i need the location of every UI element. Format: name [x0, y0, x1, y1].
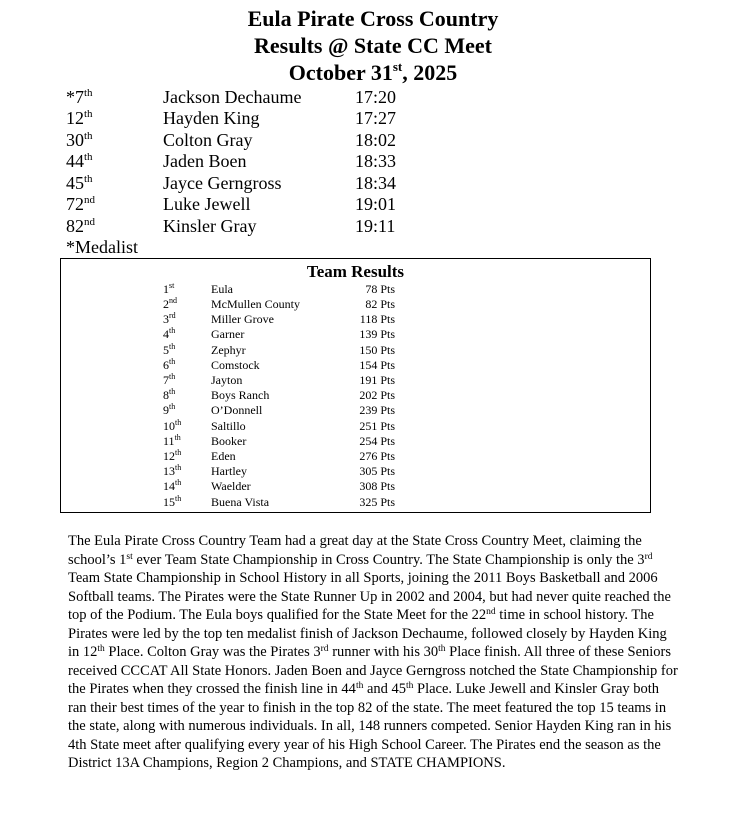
team-points: 118 Pts: [359, 312, 395, 326]
team-row: [61, 419, 650, 434]
article-paragraph: The Eula Pirate Cross Country Team had a great day at the State Cross Country Meet, claiming the school’s 1st ever Team State Championship in Cross Country. The State Championship is only the 3rd Team State Championship in School History in all Sports, joining the 2011 Boys Basketball and 2006 Softball teams. The Pirates were the State Runner Up in 2002 and 2004, but had never quite reached the top of the Podium. The Eula boys qualified for the State Meet for the 22nd time in school history. The Pirates were led by the top ten medalist finish of Jackson Dechaume, followed closely by Hayden King in 12th Place. Colton Gray was the Pirates 3rd runner with his 30th Place finish. All three of these Seniors received CCCAT All State Honors. Jaden Boen and Jayce Gerngross notched the State Championship for the Pirates when they crossed the finish line in 44th and 45th Place. Luke Jewell and Kinsler Gray both ran their best times of the year to finish in the top 82 of the state. The meet featured the top 15 teams in the state, along with numerous individuals. In all, 148 runners competed. Senior Hayden King ran in his 4th State meet after qualifying every year of his High School Career. The Pirates end the season as the District 13A Champions, Region 2 Champions, and STATE CHAMPIONS.: [68, 533, 678, 771]
runner-row: [0, 216, 746, 237]
runner-place: 45th: [66, 173, 93, 193]
team-row: [61, 327, 650, 342]
team-school: Saltillo: [211, 419, 246, 433]
team-place: 7th: [163, 372, 176, 387]
team-row: [61, 388, 650, 403]
page-title-line-1: Eula Pirate Cross Country: [247, 6, 499, 31]
runner-time: 19:01: [355, 194, 397, 214]
team-points: 78 Pts: [365, 282, 395, 296]
runner-row: [0, 173, 746, 194]
team-school: Garner: [211, 327, 245, 341]
team-row: [61, 479, 650, 494]
team-place: 15th: [163, 494, 182, 509]
team-points: 202 Pts: [359, 388, 395, 402]
team-school: Eula: [211, 282, 233, 296]
team-school: Waelder: [211, 479, 251, 493]
team-row: [61, 495, 650, 510]
runner-name: Jayce Gerngross: [163, 173, 282, 193]
team-points: 139 Pts: [359, 327, 395, 341]
team-points: 276 Pts: [359, 449, 395, 463]
team-place: 6th: [163, 357, 176, 372]
runner-time: 17:27: [355, 108, 397, 128]
page-title-line-2: Results @ State CC Meet: [254, 33, 492, 58]
team-school: Hartley: [211, 464, 247, 478]
team-school: Comstock: [211, 358, 260, 372]
team-results-box: [60, 258, 651, 513]
team-row: [61, 434, 650, 449]
team-row: [61, 373, 650, 388]
team-points: 239 Pts: [359, 403, 395, 417]
runner-time: 17:20: [355, 87, 397, 107]
team-school: O’Donnell: [211, 403, 263, 417]
team-school: Jayton: [211, 373, 243, 387]
team-points: 251 Pts: [359, 419, 395, 433]
meet-date: October 31st, 2025: [288, 59, 458, 85]
runner-name: Colton Gray: [163, 130, 253, 150]
team-points: 150 Pts: [359, 343, 395, 357]
runner-place: 82nd: [66, 216, 95, 236]
team-points: 254 Pts: [359, 434, 395, 448]
runner-time: 19:11: [355, 216, 396, 236]
team-row: [61, 358, 650, 373]
team-results-title: Team Results: [306, 262, 405, 281]
team-points: 325 Pts: [359, 495, 395, 509]
team-place: 13th: [163, 463, 182, 478]
runner-row: [0, 130, 746, 151]
team-school: Boys Ranch: [211, 388, 270, 402]
runner-name: Hayden King: [163, 108, 260, 128]
team-row: [61, 312, 650, 327]
team-school: Eden: [211, 449, 236, 463]
team-school: Booker: [211, 434, 247, 448]
runner-row: [0, 194, 746, 215]
runner-place: 12th: [66, 108, 93, 128]
team-place: 1st: [163, 281, 175, 296]
runner-place: 30th: [66, 130, 93, 150]
runner-time: 18:33: [355, 151, 397, 171]
team-row: [61, 297, 650, 312]
team-place: 8th: [163, 387, 176, 402]
team-row: [61, 403, 650, 418]
team-school: Miller Grove: [211, 312, 274, 326]
runner-name: Jackson Dechaume: [163, 87, 302, 107]
team-row: [61, 343, 650, 358]
runner-time: 18:34: [355, 173, 397, 193]
team-points: 305 Pts: [359, 464, 395, 478]
runner-place: 44th: [66, 151, 93, 171]
runner-row: [0, 151, 746, 172]
runner-row: [0, 87, 746, 108]
team-points: 154 Pts: [359, 358, 395, 372]
team-points: 82 Pts: [365, 297, 395, 311]
team-place: 12th: [163, 448, 182, 463]
team-points: 191 Pts: [359, 373, 395, 387]
team-row: [61, 464, 650, 479]
runner-place: 72nd: [66, 194, 95, 214]
team-place: 5th: [163, 342, 176, 357]
team-school: Zephyr: [211, 343, 246, 357]
team-place: 3rd: [163, 311, 176, 326]
runner-time: 18:02: [355, 130, 397, 150]
team-place: 10th: [163, 418, 182, 433]
medalist-note: *Medalist: [66, 237, 138, 257]
team-row: [61, 449, 650, 464]
team-place: 2nd: [163, 296, 177, 311]
team-points: 308 Pts: [359, 479, 395, 493]
runner-place: *7th: [66, 87, 93, 107]
runner-row: [0, 108, 746, 129]
team-place: 4th: [163, 326, 176, 341]
team-place: 11th: [163, 433, 181, 448]
runner-name: Luke Jewell: [163, 194, 251, 214]
team-school: Buena Vista: [211, 495, 270, 509]
runner-name: Jaden Boen: [163, 151, 247, 171]
team-school: McMullen County: [211, 297, 300, 311]
team-place: 9th: [163, 402, 176, 417]
team-place: 14th: [163, 478, 182, 493]
team-row: [61, 282, 650, 297]
runner-name: Kinsler Gray: [163, 216, 257, 236]
